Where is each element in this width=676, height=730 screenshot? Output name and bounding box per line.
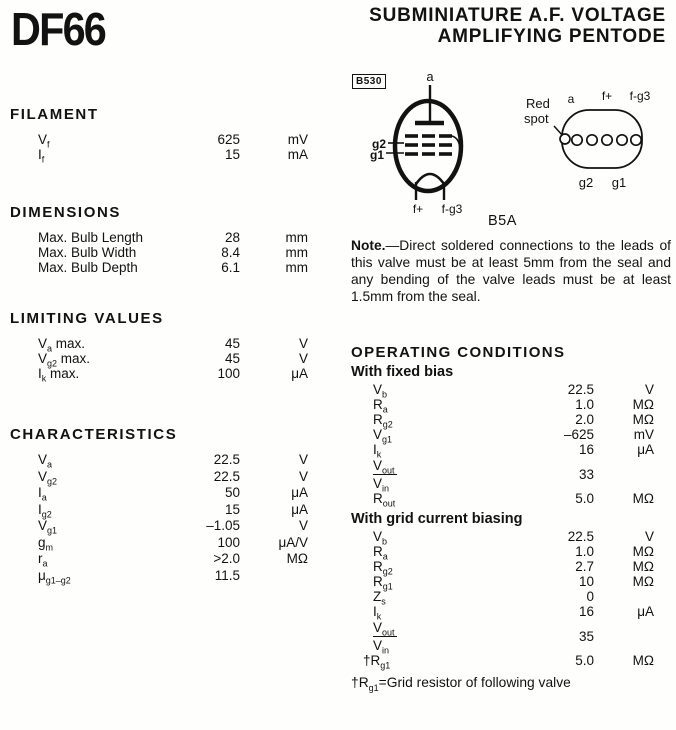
row-value: 5.0: [575, 653, 594, 668]
section-characteristics: [10, 426, 340, 584]
row-unit: V: [298, 452, 308, 467]
spec-row: [351, 574, 667, 592]
row-label: $V_f$: [38, 132, 50, 150]
row-unit: [594, 589, 654, 604]
row-value: 1.0: [575, 397, 594, 412]
row-label: $V_a$: [38, 452, 53, 470]
row-unit: V: [644, 529, 654, 544]
row-label: $R_a$: [373, 544, 388, 562]
f-g3-label: f-g3: [441, 202, 463, 216]
anode-label: a: [426, 69, 434, 84]
f-plus-label: f+: [412, 202, 424, 216]
row-label: $V_{g2}$ max.: [38, 351, 91, 369]
spec-row: [10, 336, 340, 354]
section-heading: LIMITING VALUES: [10, 310, 164, 327]
vout-vin-ratio: $\frac{V_{out}}{V_{in}}$: [373, 619, 395, 656]
red-spot-marker: [560, 134, 570, 144]
row-value: 22.5: [213, 452, 240, 467]
row-value: 45: [224, 336, 240, 351]
row-unit: mV: [633, 427, 654, 442]
drawing-ref-badge: B530: [352, 74, 386, 89]
spec-row: [351, 544, 667, 562]
row-value: 100: [217, 366, 240, 381]
row-value: 8.4: [221, 245, 240, 260]
row-value: 50: [224, 485, 240, 500]
row-unit: μA: [637, 442, 654, 457]
row-label: $I_a$: [38, 485, 47, 503]
row-label: $\dagger R_{g1}$: [363, 653, 391, 671]
row-unit: mA: [287, 147, 308, 162]
spec-row: [10, 245, 340, 260]
row-value: 22.5: [213, 468, 240, 484]
row-label: $R_{g1}$: [373, 574, 393, 592]
spec-row: [351, 382, 667, 400]
spec-row: [10, 147, 340, 165]
row-unit: [240, 568, 308, 585]
grid-bias-subheading: With grid current biasing: [351, 511, 523, 527]
row-value: 11.5: [214, 567, 240, 583]
row-unit: MΩ: [632, 491, 654, 506]
base-pinout-diagram: [516, 78, 676, 228]
row-value: 625: [217, 132, 240, 147]
row-unit: mm: [285, 260, 308, 275]
row-label: $R_{g2}$: [373, 559, 393, 577]
doc-title-line2: AMPLIFYING PENTODE: [437, 26, 666, 47]
row-value: 10: [578, 574, 594, 589]
row-value: 28: [224, 230, 240, 245]
section-heading: DIMENSIONS: [10, 204, 122, 221]
spec-row: [10, 469, 340, 486]
row-label: $g_m$: [38, 534, 54, 553]
gain-ratio-row: [351, 457, 667, 494]
section-heading: OPERATING CONDITIONS: [351, 344, 566, 361]
row-label: $V_a$ max.: [38, 336, 86, 354]
pin-f-plus-label: f+: [601, 89, 613, 103]
note-paragraph: Note.—Direct soldered connections to the leads of this valve must be at least 5mm from the seal and any bending of the valve leads must be at least 1.5mm from the seal.: [351, 238, 671, 304]
row-value: 0: [586, 589, 594, 604]
section-heading: CHARACTERISTICS: [10, 426, 178, 443]
row-value: 15: [224, 501, 240, 517]
pin-f-g3-label: f-g3: [629, 89, 651, 103]
row-unit: mm: [285, 230, 308, 245]
pin-holes: [572, 135, 641, 145]
row-label: $I_{g2}$: [38, 501, 52, 520]
row-label: $R_{out}$: [373, 491, 396, 509]
row-label: Max. Bulb Width: [38, 245, 137, 260]
row-label: $R_{g2}$: [373, 412, 393, 430]
spec-row: [351, 427, 667, 445]
spec-row: [351, 604, 667, 622]
spec-row: [351, 397, 667, 415]
row-label: $I_f$: [38, 147, 45, 165]
spec-row: [351, 589, 667, 607]
row-value: 35: [578, 628, 594, 644]
row-label: $R_a$: [373, 397, 388, 415]
row-value: 16: [578, 604, 594, 619]
row-unit: μA: [291, 501, 308, 517]
spec-row: [10, 551, 340, 568]
section-limiting-values: [10, 310, 340, 384]
pin-g2-label: g2: [578, 175, 594, 190]
doc-title-line1: SUBMINIATURE A.F. VOLTAGE: [369, 5, 666, 26]
row-unit: V: [298, 468, 308, 484]
row-unit: MΩ: [286, 551, 308, 566]
spec-row: [351, 412, 667, 430]
grid-dashes: [405, 136, 452, 154]
gain-ratio-row: [351, 619, 667, 656]
row-unit: MΩ: [632, 559, 654, 574]
red-spot-label-line2: spot: [524, 111, 549, 126]
vout-vin-ratio: $\frac{V_{out}}{V_{in}}$: [373, 457, 395, 494]
row-unit: μA: [637, 604, 654, 619]
row-value: 5.0: [575, 491, 594, 506]
row-value: 33: [578, 466, 594, 482]
section-operating-conditions: [351, 344, 667, 693]
row-label: Max. Bulb Length: [38, 230, 144, 245]
section-heading: FILAMENT: [10, 106, 99, 123]
spec-row: [10, 452, 340, 469]
spec-row: [351, 529, 667, 547]
spec-row: [10, 485, 340, 502]
row-unit: V: [644, 382, 654, 397]
row-unit: V: [298, 518, 308, 533]
row-value: 15: [224, 147, 240, 162]
row-label: $V_{g1}$: [38, 518, 58, 536]
row-unit: MΩ: [632, 412, 654, 427]
row-unit: V: [298, 351, 308, 366]
row-value: 6.1: [221, 260, 240, 275]
footnote: $\dagger R_{g1}=Grid$ resistor of following valve: [351, 675, 571, 693]
doc-title: [369, 5, 666, 47]
spec-row: [351, 442, 667, 460]
row-value: 22.5: [567, 382, 594, 397]
row-label: $I_k$ max.: [38, 366, 80, 384]
row-value: >2.0: [213, 551, 240, 566]
row-unit: MΩ: [632, 574, 654, 589]
spec-row: [351, 653, 667, 671]
row-label: $V_{g2}$: [38, 468, 58, 487]
spec-row: [10, 351, 340, 369]
spec-row: [10, 260, 340, 275]
fixed-bias-subheading: With fixed bias: [351, 364, 454, 380]
spec-row: [10, 366, 340, 384]
note-label: Note.: [351, 238, 386, 253]
pin-a-label: a: [567, 92, 575, 106]
pentode-symbol-diagram: [350, 66, 522, 218]
spec-row: [351, 491, 667, 509]
row-label: $V_b$: [373, 529, 388, 547]
pin-g1-label: g1: [611, 175, 627, 190]
row-unit: μA: [291, 366, 308, 381]
section-dimensions: [10, 204, 340, 275]
valve-model-title: DF66: [11, 3, 106, 55]
spec-row: [10, 230, 340, 245]
row-unit: MΩ: [632, 397, 654, 412]
spec-row: [10, 132, 340, 150]
row-unit: MΩ: [632, 544, 654, 559]
row-unit: μA: [291, 485, 308, 500]
row-unit: mm: [285, 245, 308, 260]
row-label: $V_{g1}$: [373, 427, 393, 445]
row-label: $I_k$: [373, 442, 382, 460]
row-value: 1.0: [575, 544, 594, 559]
row-label: $Z_s$: [373, 589, 386, 607]
row-value: 16: [578, 442, 594, 457]
row-label: $V_b$: [373, 382, 388, 400]
row-value: 22.5: [567, 529, 594, 544]
row-label: [351, 457, 541, 494]
g1-label: g1: [369, 148, 384, 162]
filament-dome: [416, 174, 444, 184]
spec-row: [10, 502, 340, 519]
spec-row: [351, 559, 667, 577]
row-value: 2.0: [575, 412, 594, 427]
row-unit: MΩ: [632, 653, 654, 668]
row-value: –1.05: [206, 518, 240, 533]
g2-label: g2: [371, 137, 386, 151]
row-label: $r_a$: [38, 551, 48, 569]
red-spot-label-line1: Red: [526, 96, 550, 111]
row-value: 100: [217, 534, 240, 550]
row-label: $I_k$: [373, 604, 382, 622]
row-unit: mV: [287, 132, 308, 147]
spec-row: [10, 535, 340, 552]
row-value: 2.7: [575, 559, 594, 574]
row-unit: μA/V: [278, 534, 308, 550]
row-value: –625: [563, 427, 594, 442]
section-filament: [10, 106, 340, 165]
base-name-caption: B5A: [488, 213, 517, 229]
row-unit: V: [298, 336, 308, 351]
row-label: [351, 619, 541, 656]
row-value: 45: [224, 351, 240, 366]
spec-row: [10, 568, 340, 585]
row-label: Max. Bulb Depth: [38, 260, 138, 275]
row-label: $\mu_{g1-g2}$: [38, 567, 71, 586]
spec-row: [10, 518, 340, 535]
